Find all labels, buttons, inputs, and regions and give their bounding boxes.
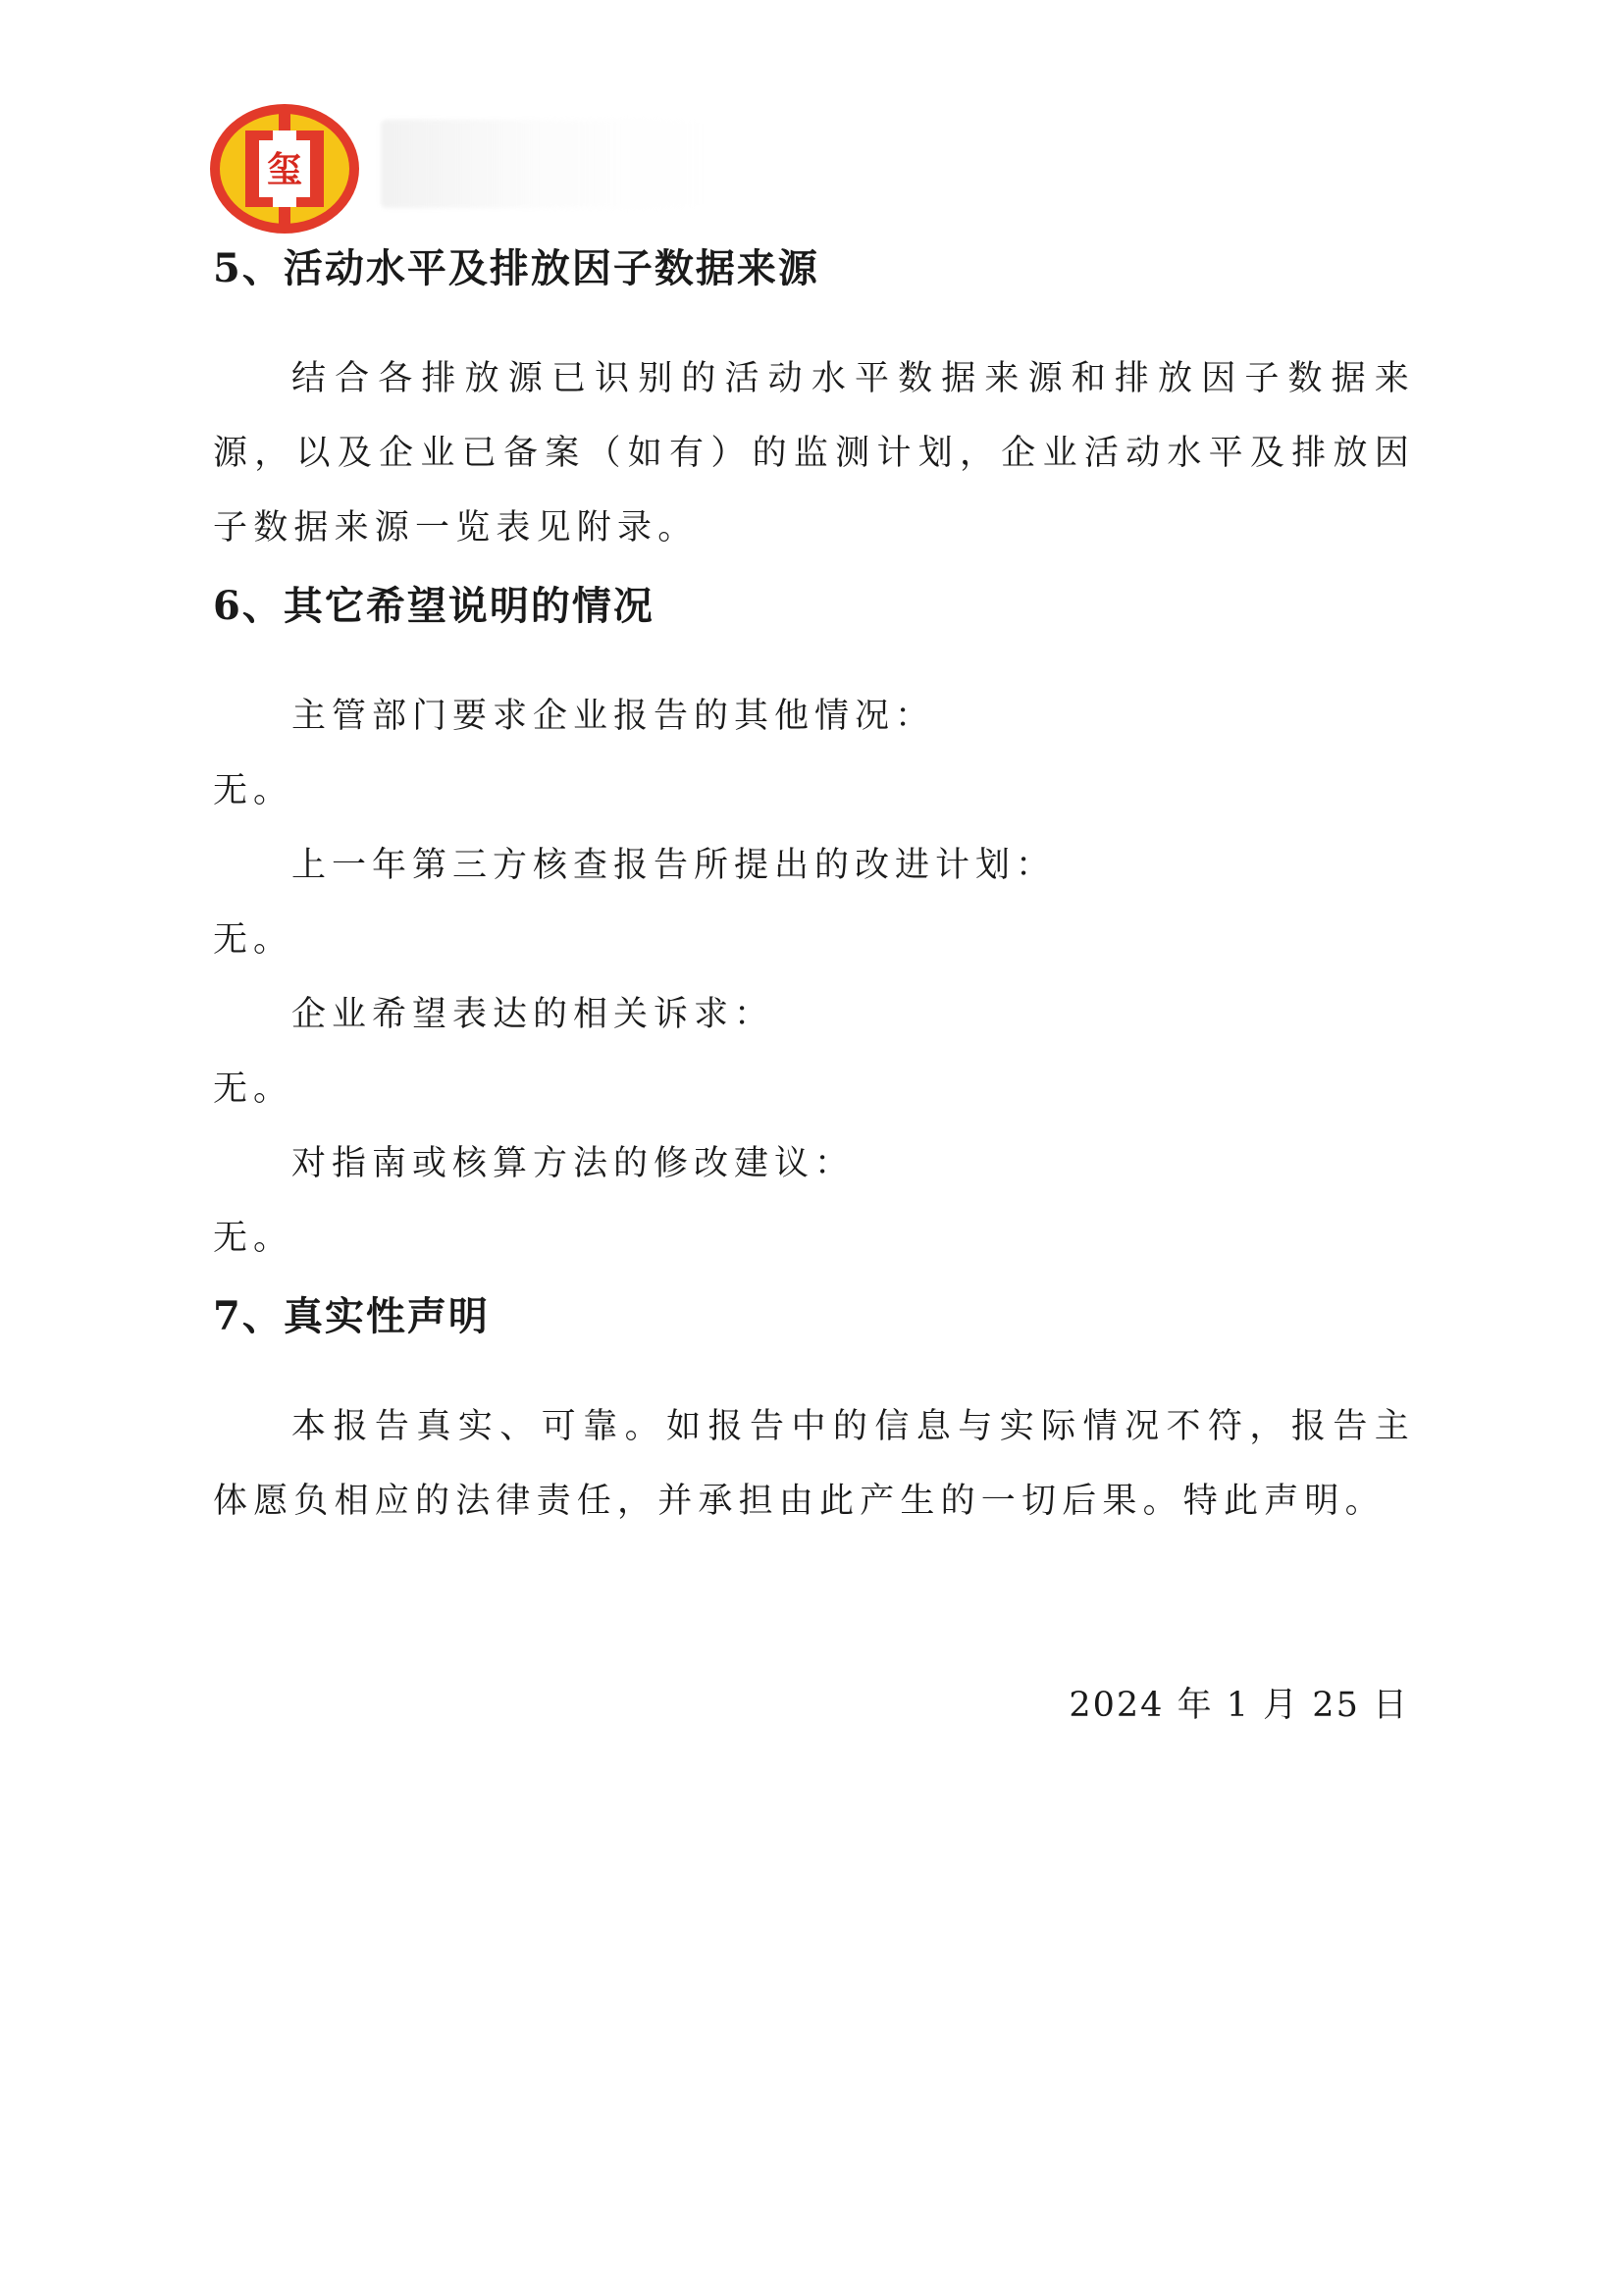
document-content — [213, 232, 1415, 1539]
date-day: 25 — [1312, 1686, 1360, 1725]
section7-heading: 7、真实性声明 — [213, 1293, 490, 1339]
section7-paragraph: 本报告真实、可靠。如报告中的信息与实际情况不符，报告主体愿负相应的法律责任，并承担由此产生的一切后果。特此声明。 — [213, 1407, 1415, 1521]
section6-item-answer: 无。 — [213, 771, 294, 810]
seal-char: 玺 — [266, 149, 303, 190]
section6-item-label: 上一年第三方核查报告所提出的改进计划： — [291, 846, 1057, 885]
section6-item-answer: 无。 — [213, 920, 294, 960]
section6-item-answer: 无。 — [213, 1219, 294, 1258]
signature-date — [1069, 1678, 1409, 1727]
section6-item-label: 企业希望表达的相关诉求： — [291, 995, 775, 1034]
section6-item-label: 主管部门要求企业报告的其他情况： — [291, 697, 936, 736]
date-month: 1 — [1226, 1686, 1250, 1725]
seal-icon — [206, 101, 363, 236]
section6-item-label: 对指南或核算方法的修改建议： — [291, 1144, 856, 1183]
date-year: 2024 — [1069, 1686, 1165, 1725]
date-year-unit: 年 — [1177, 1686, 1214, 1725]
section5-heading: 5、活动水平及排放因子数据来源 — [213, 245, 819, 291]
company-seal-logo — [206, 101, 363, 236]
logo-watermark — [381, 120, 705, 208]
section5-paragraph: 结合各排放源已识别的活动水平数据来源和排放因子数据来源，以及企业已备案（如有）的监测计划，企业活动水平及排放因子数据来源一览表见附录。 — [213, 359, 1415, 548]
section6-heading: 6、其它希望说明的情况 — [213, 583, 654, 629]
date-day-unit: 日 — [1372, 1686, 1409, 1725]
section6-item-answer: 无。 — [213, 1070, 294, 1109]
date-month-unit: 月 — [1263, 1686, 1300, 1725]
